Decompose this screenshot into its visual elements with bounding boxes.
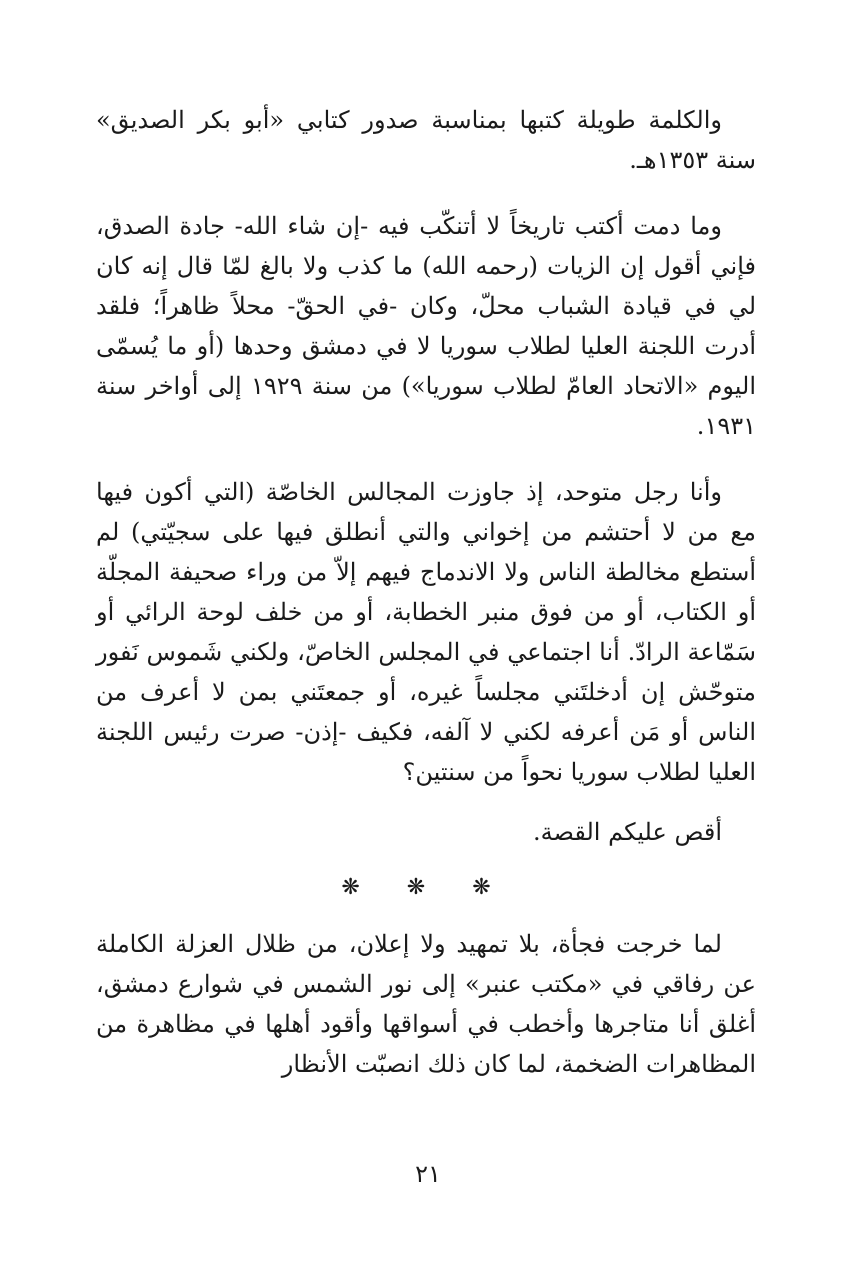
page-number: ٢١ — [415, 1160, 441, 1188]
paragraph: وما دمت أكتب تاريخاً لا أتنكّب فيه -إن شاء الله- جادة الصدق، فإني أقول إن الزيات (رحمه الله) ما كذب ولا بالغ لمّا قال إنه كان لي في قيادة الشباب محلّ، وكان -في الحقّ- محلاً ظاهراً؛ فلقد أدرت اللجنة العليا لطلاب سوريا لا في دمشق وحدها (أو ما يُسمّى اليوم «الاتحاد العامّ لطلاب سوريا») من سنة ١٩٢٩ إلى أواخر سنة ١٩٣١. — [96, 212, 757, 440]
paragraph: والكلمة طويلة كتبها بمناسبة صدور كتابي «أبو بكر الصديق» سنة ١٣٥٣هـ. — [96, 106, 756, 174]
paragraph: لما خرجت فجأة، بلا تمهيد ولا إعلان، من ظلال العزلة الكاملة عن رفاقي في «مكتب عنبر» إلى نور الشمس في شوارع دمشق، أغلق أنا متاجرها وأخطب في أسواقها وأقود أهلها في مظاهرة من المظاهرات الضخمة، لما كان ذلك انصبّت الأنظار — [96, 930, 756, 1078]
page-body — [96, 100, 756, 1084]
section-separator: ❋ ❋ ❋ — [341, 875, 511, 900]
paragraph: أقص عليكم القصة. — [533, 818, 722, 846]
paragraph: وأنا رجل متوحد، إذ جاوزت المجالس الخاصّة (التي أكون فيها مع من لا أحتشم من إخواني والتي أنطلق فيها على سجيّتي) لم أستطع مخالطة الناس ولا الاندماج فيهم إلاّ من وراء صحيفة المجلّة أو الكتاب، أو من فوق منبر الخطابة، أو من خلف لوحة الرائي أو سَمّاعة الرادّ. أنا اجتماعي في المجلس الخاصّ، ولكني شَموس نَفور متوحّش إن أدخلتَني مجلساً غيره، أو جمعتَني بمن لا أعرف من الناس أو مَن أعرفه لكني لا آلفه، فكيف -إذن- صرت رئيس اللجنة العليا لطلاب سوريا نحواً من سنتين؟ — [96, 478, 756, 786]
